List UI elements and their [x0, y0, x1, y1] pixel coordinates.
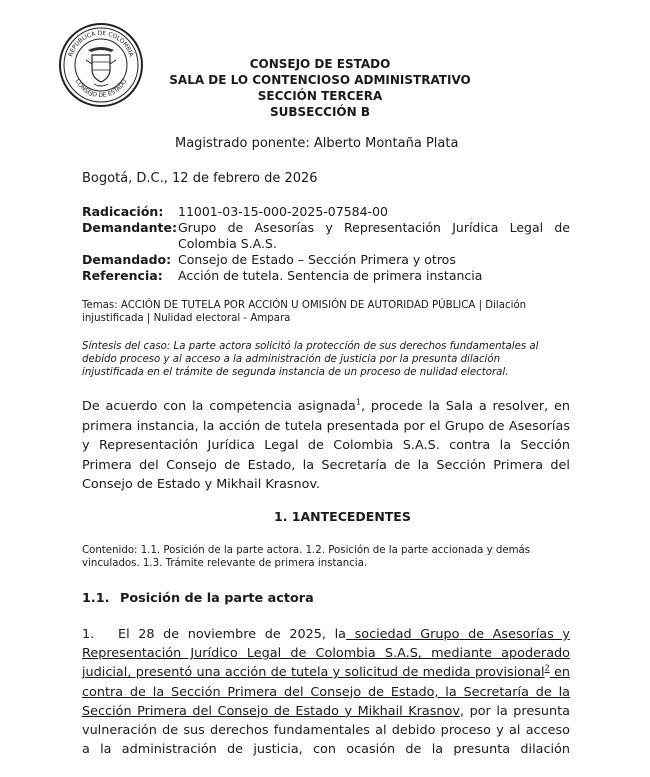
para1-line-1a: El 28 de noviembre de 2025, la — [118, 627, 346, 642]
para1-line-1 — [82, 625, 570, 644]
svg-text:CONSEJO DE ESTADO: CONSEJO DE ESTADO — [73, 78, 129, 100]
demandante-value-1: Grupo de Asesorías y Representación Jurídica Legal de — [178, 220, 570, 235]
paragraph-1 — [82, 625, 570, 759]
para1-line-2: Representación Jurídico Legal de Colombia S.A.S, mediante apoderado — [82, 646, 570, 662]
republic-seal-logo — [58, 22, 144, 108]
court-header — [150, 56, 490, 120]
intro-line-1 — [82, 397, 570, 417]
demandante-value-2: Colombia S.A.S. — [178, 236, 277, 251]
para1-line-5 — [82, 702, 570, 721]
para1-line-4: contra de la Sección Primera del Consejo de Estado, la Secretaría de la — [82, 684, 570, 700]
intro-line-3: y Representación Jurídica Legal de Colombia S.A.S. contra la Sección — [82, 438, 570, 453]
demandante-label: Demandante: — [82, 220, 177, 235]
sintesis-line-3: injustificada en el trámite de segunda instancia de un proceso de nulidad electoral. — [82, 367, 509, 378]
contenido-line-1: Contenido: 1.1. Posición de la parte actora. 1.2. Posición de la parte accionada y demás — [82, 545, 531, 556]
intro-line-1a: De acuerdo con la competencia asignada — [82, 399, 356, 414]
section-1-1-title: Posición de la parte actora — [120, 591, 314, 606]
header-line-2: SALA DE LO CONTENCIOSO ADMINISTRATIVO — [169, 73, 471, 87]
sintesis-line-1: Síntesis del caso: La parte actora solicitó la protección de sus derechos fundamentales al — [82, 341, 539, 352]
magistrado-ponente: Magistrado ponente: Alberto Montaña Plata — [175, 136, 459, 151]
header-line-4: SUBSECCIÓN B — [269, 105, 371, 119]
para1-line-6: vulneración de sus derechos fundamentales al debido proceso y al acceso — [82, 723, 570, 739]
svg-text:REPÚBLICA DE COLOMBIA: REPÚBLICA DE COLOMBIA — [67, 29, 135, 58]
antecedentes-heading: 1. 1ANTECEDENTES — [274, 509, 411, 524]
sintesis-block — [82, 340, 570, 379]
para1-line-1b: sociedad Grupo de Asesorías y — [345, 627, 570, 642]
para1-line-3a: judicial, presentó una acción de tutela y solicitud de medida provisional — [82, 665, 545, 681]
referencia-label: Referencia: — [82, 268, 163, 283]
section-1-1-number: 1.1. — [82, 591, 110, 606]
footnote-ref-1[interactable]: 1 — [355, 397, 361, 407]
radicacion-value: 11001-03-15-000-2025-07584-00 — [178, 204, 388, 219]
para1-line-7: a la administración de justicia, con ocasión de la presunta dilación — [82, 742, 570, 758]
footnote-ref-2[interactable]: 2 — [544, 664, 550, 674]
demandado-value: Consejo de Estado – Sección Primera y otros — [178, 252, 456, 267]
intro-line-4: Primera del Consejo de Estado, la Secretaría de la Sección Primera del — [82, 457, 570, 473]
para1-line-3 — [82, 663, 570, 682]
contenido-line-2: vinculados. 1.3. Trámite relevante de primera instancia. — [82, 558, 368, 569]
date-line: Bogotá, D.C., 12 de febrero de 2026 — [82, 171, 318, 186]
paragraph-number: 1. — [82, 627, 95, 642]
header-line-1: CONSEJO DE ESTADO — [249, 57, 391, 71]
referencia-value: Acción de tutela. Sentencia de primera instancia — [178, 268, 483, 283]
demandado-label: Demandado: — [82, 252, 172, 267]
sintesis-line-2: debido proceso y al acceso a la administración de justicia por la presunta dilación — [82, 354, 501, 365]
temas-line-1: Temas: ACCIÓN DE TUTELA POR ACCIÓN U OMISIÓN DE AUTORIDAD PÚBLICA | Dilación — [82, 300, 527, 311]
radicacion-label: Radicación: — [82, 204, 164, 219]
temas-line-2: injustificada | Nulidad electoral - Ampara — [82, 313, 291, 324]
temas-block — [82, 299, 570, 325]
intro-line-1b: , procede la Sala a resolver, en — [360, 399, 571, 414]
intro-paragraph — [82, 397, 570, 495]
intro-line-5: Consejo de Estado y Mikhail Krasnov. — [82, 477, 321, 492]
para1-line-5a: Sección Primera del Consejo de Estado y Mikhail Krasnov — [82, 703, 460, 719]
para1-line-5b: , por la presunta — [459, 703, 571, 719]
para1-line-3b: en — [549, 665, 570, 681]
header-line-3: SECCIÓN TERCERA — [257, 89, 383, 103]
contenido-block — [82, 544, 570, 570]
intro-line-2: primera instancia, la acción de tutela presentada por el Grupo de Asesorías — [82, 418, 570, 434]
